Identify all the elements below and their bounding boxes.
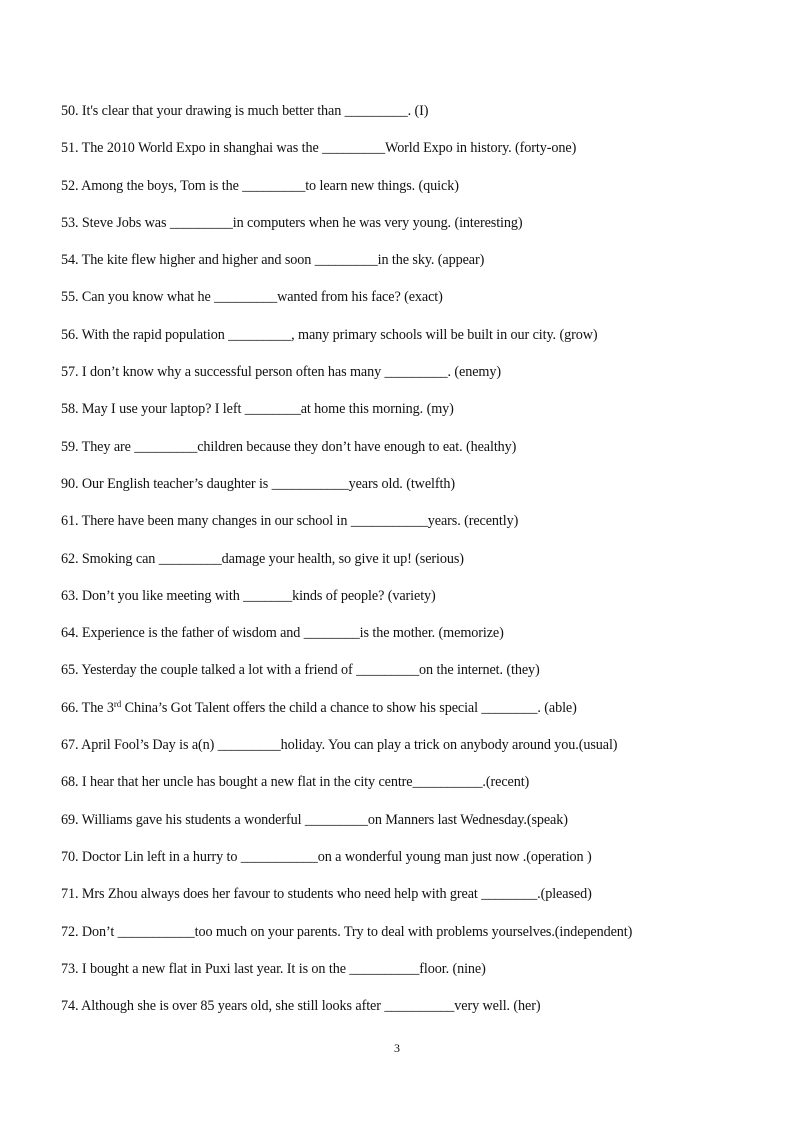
- question-53: 53. Steve Jobs was _________in computers when he was very young. (interesting): [61, 214, 523, 231]
- ordinal-suffix: rd: [113, 698, 122, 709]
- question-61: 61. There have been many changes in our school in ___________years. (recently): [61, 513, 519, 530]
- question-54: 54. The kite flew higher and higher and soon _________in the sky. (appear): [61, 252, 485, 269]
- question-74: 74. Although she is over 85 years old, she still looks after __________very well. (her): [61, 998, 541, 1015]
- question-50: 50. It's clear that your drawing is much better than _________. (I): [61, 103, 429, 119]
- question-65: 65. Yesterday the couple talked a lot with a friend of _________on the internet. (they): [61, 662, 540, 679]
- question-69: 69. Williams gave his students a wonderful _________on Manners last Wednesday.(speak): [61, 811, 568, 828]
- question-72: 72. Don’t ___________too much on your parents. Try to deal with problems yourselves.(independent): [61, 923, 633, 940]
- page-number: 3: [394, 1041, 400, 1055]
- question-57: 57. I don’t know why a successful person often has many _________. (enemy): [61, 364, 501, 381]
- question-66-start: 66. The 3: [61, 699, 114, 716]
- question-59: 59. They are _________children because they don’t have enough to eat. (healthy): [61, 438, 517, 455]
- question-56: 56. With the rapid population _________, many primary schools will be built in our city. (grow): [61, 326, 598, 343]
- question-52: 52. Among the boys, Tom is the _________to learn new things. (quick): [61, 177, 459, 194]
- question-68: 68. I hear that her uncle has bought a new flat in the city centre__________.(recent): [61, 774, 530, 791]
- question-63: 63. Don’t you like meeting with _______kinds of people? (variety): [61, 587, 436, 604]
- question-58: 58. May I use your laptop? I left ________at home this morning. (my): [61, 401, 454, 418]
- question-list: [61, 102, 761, 1034]
- question-62: 62. Smoking can _________damage your health, so give it up! (serious): [61, 550, 464, 567]
- question-90: 90. Our English teacher’s daughter is ___________years old. (twelfth): [61, 475, 455, 492]
- question-66-rest: China’s Got Talent offers the child a chance to show his special ________. (able): [121, 699, 577, 716]
- question-70: 70. Doctor Lin left in a hurry to ___________on a wonderful young man just now .(operation ): [61, 848, 592, 865]
- question-66: [61, 699, 761, 736]
- question-64: 64. Experience is the father of wisdom and ________is the mother. (memorize): [61, 625, 504, 642]
- question-67: 67. April Fool’s Day is a(n) _________holiday. You can play a trick on anybody around you.(usual): [61, 737, 618, 754]
- question-73: 73. I bought a new flat in Puxi last year. It is on the __________floor. (nine): [61, 960, 486, 977]
- question-71: 71. Mrs Zhou always does her favour to students who need help with great ________.(pleased): [61, 886, 592, 903]
- question-55: 55. Can you know what he _________wanted from his face? (exact): [61, 289, 443, 306]
- question-51: 51. The 2010 World Expo in shanghai was the _________World Expo in history. (forty-one): [61, 140, 577, 157]
